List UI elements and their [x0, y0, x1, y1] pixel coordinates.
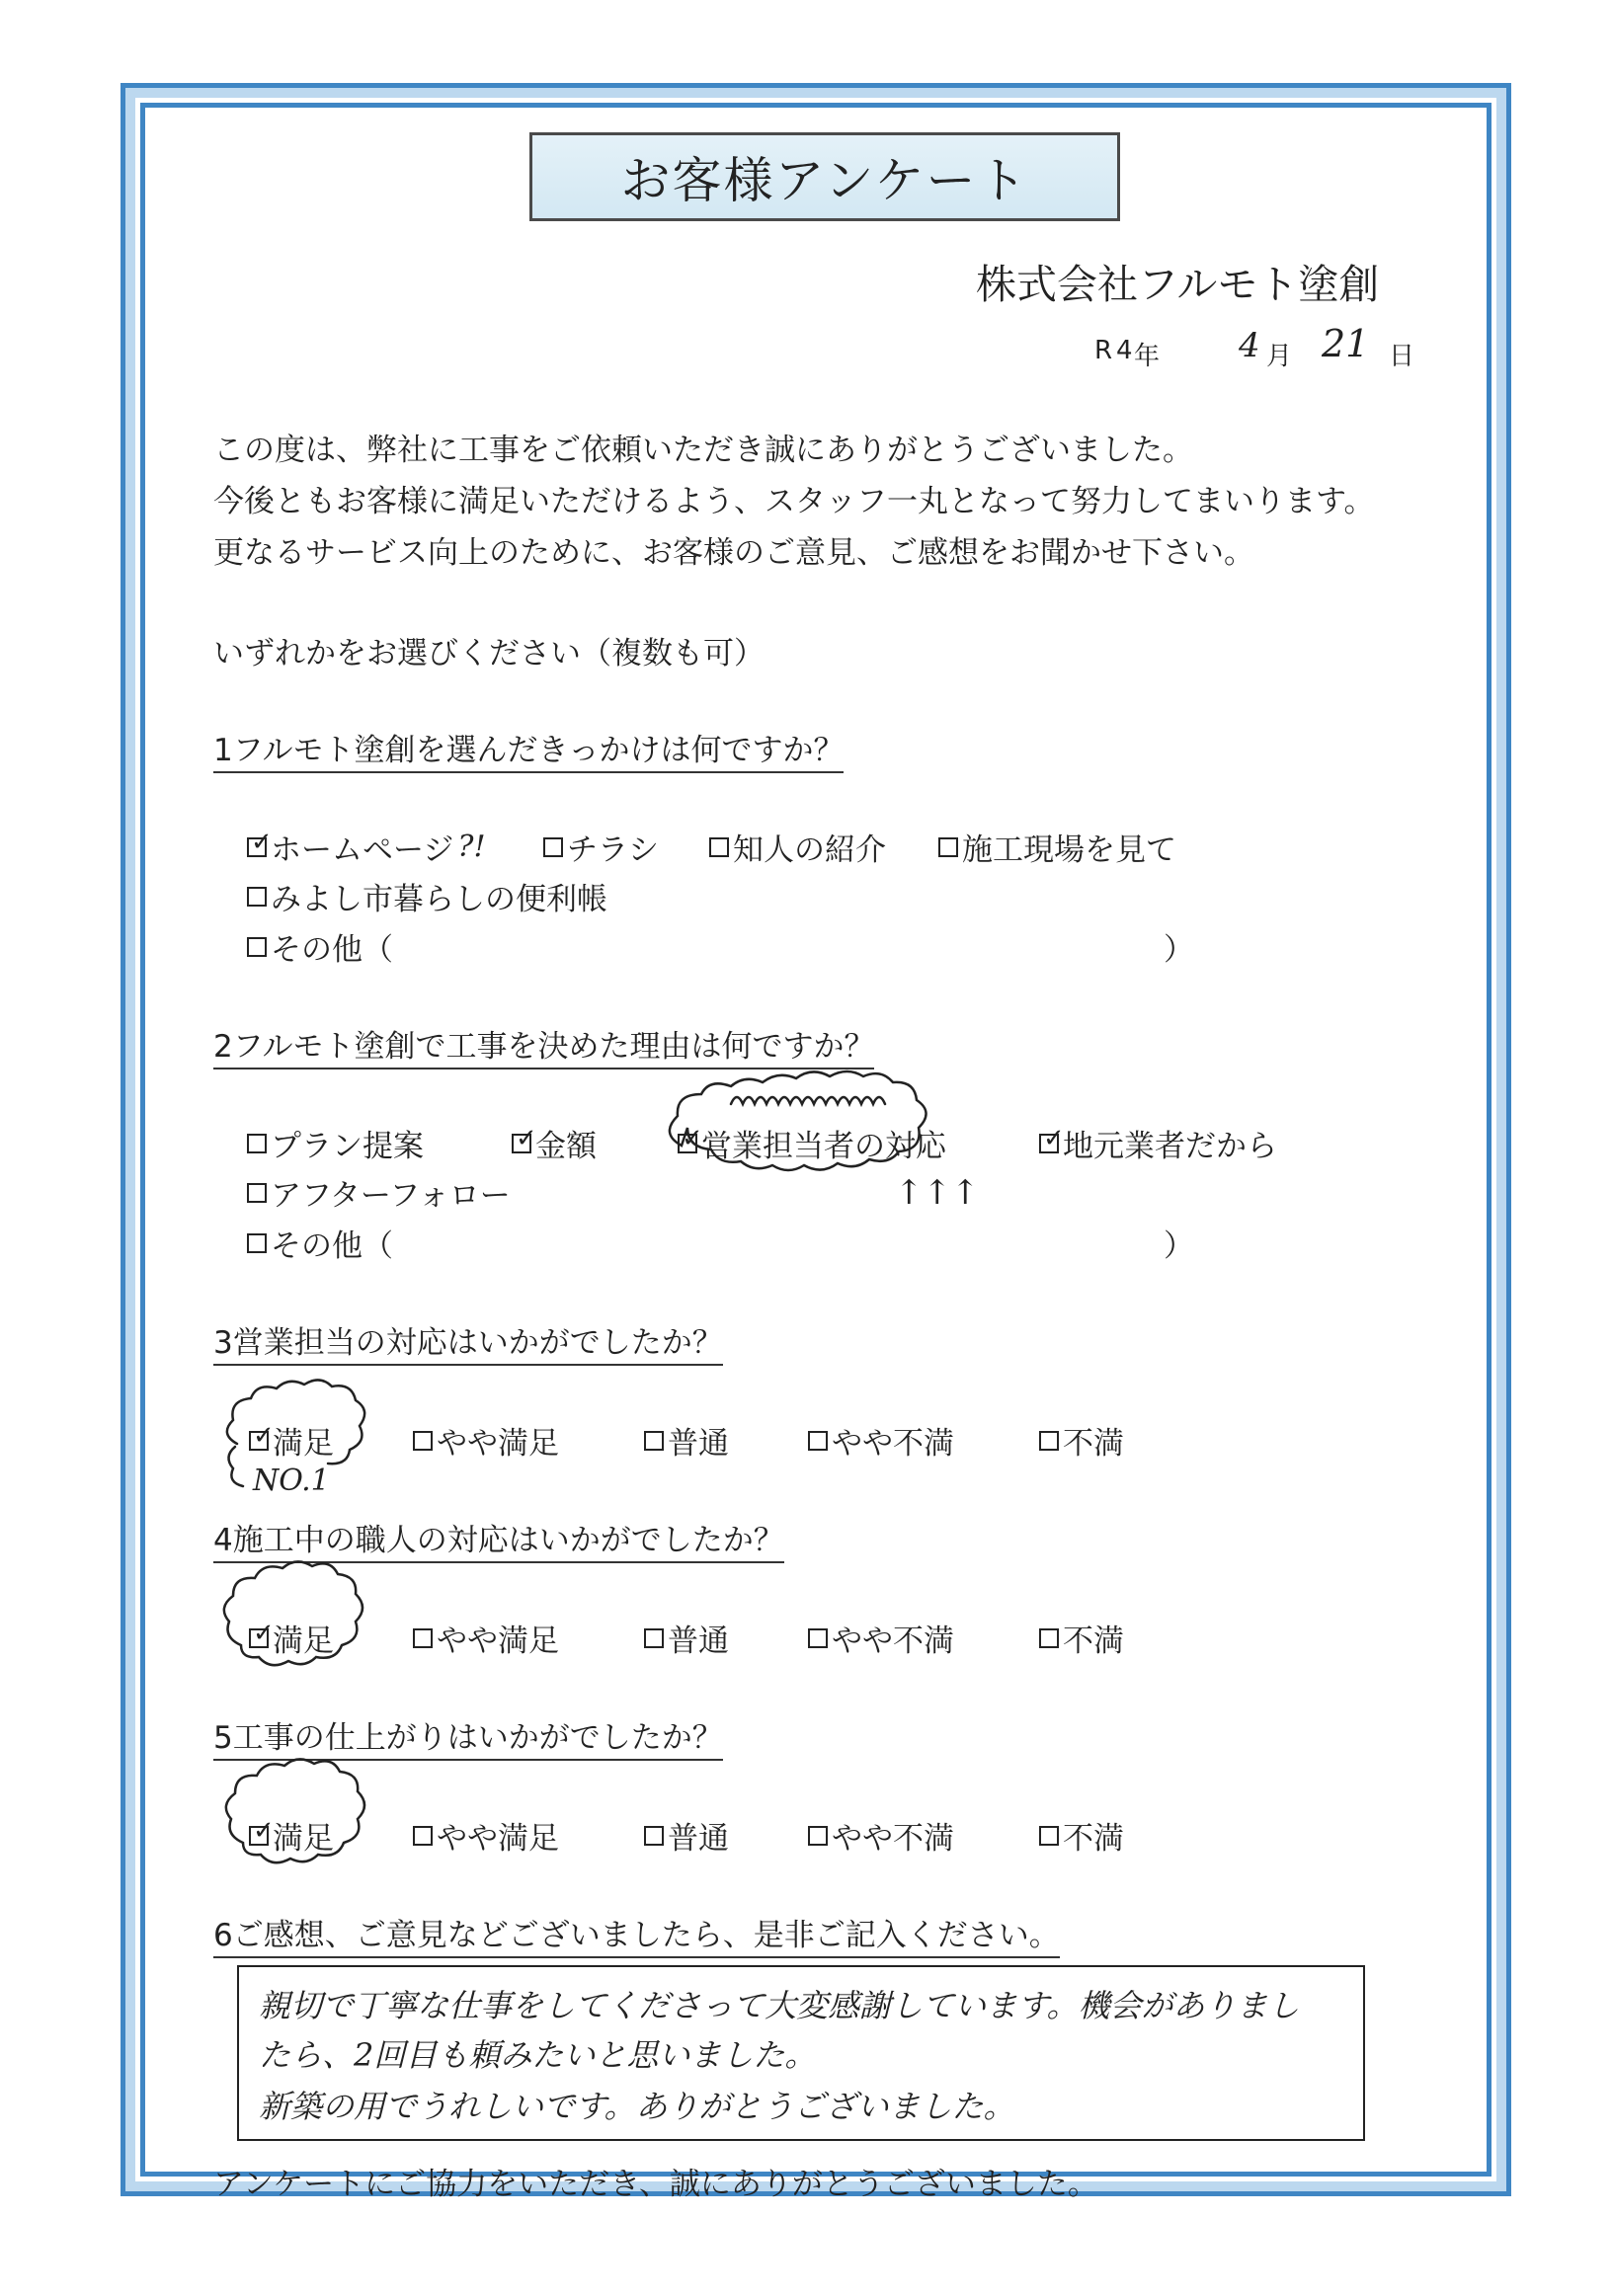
option-label: 不満: [1063, 1821, 1124, 1857]
check-mark-icon: ✓: [253, 1815, 275, 1846]
option-label: 金額: [535, 1129, 597, 1164]
q1-option-referral[interactable]: [709, 825, 886, 869]
check-mark-icon: ✓: [516, 1123, 537, 1153]
checkbox[interactable]: [644, 1628, 664, 1648]
q2-handwritten-arrows: ↑↑↑: [895, 1173, 980, 1213]
date-month-unit: 月: [1266, 342, 1293, 371]
checkbox[interactable]: [644, 1826, 664, 1846]
checkbox[interactable]: [249, 1815, 275, 1846]
q1-option-miyoshi-handbook[interactable]: [247, 874, 607, 918]
checkbox[interactable]: [808, 1431, 828, 1451]
option-label: 施工現場を見て: [962, 832, 1176, 868]
option-label: その他（: [271, 1228, 393, 1264]
q1-option-homepage[interactable]: [247, 825, 486, 869]
checkbox[interactable]: [1039, 1431, 1059, 1451]
intro-line-2: 今後ともお客様に満足いただけるよう、スタッフ一丸となって努力してまいります。: [213, 484, 1375, 519]
option-label: 不満: [1063, 1426, 1124, 1462]
q6-heading: 6ご感想、ご意見などございましたら、是非ご記入ください。: [213, 1910, 1060, 1958]
option-label: 普通: [668, 1426, 729, 1462]
q1-option-flyer[interactable]: [543, 825, 659, 869]
q5-option-dissatisfied[interactable]: [1039, 1813, 1124, 1858]
q3-handwritten-note: NO.1: [253, 1464, 330, 1498]
option-label: アフターフォロー: [271, 1178, 511, 1214]
checkbox[interactable]: [247, 1134, 267, 1153]
option-label: 普通: [668, 1821, 729, 1857]
option-label: やや不満: [832, 1821, 954, 1857]
date-day-unit: 日: [1389, 342, 1415, 371]
checkbox[interactable]: [249, 1618, 275, 1648]
q5-option-somewhat-satisfied[interactable]: [413, 1813, 559, 1858]
option-label: チラシ: [567, 832, 659, 868]
checkbox[interactable]: [938, 837, 958, 857]
option-label: 知人の紹介: [733, 832, 886, 868]
q2-heading: 2フルモト塗創で工事を決めた理由は何ですか？: [213, 1021, 874, 1069]
option-label: やや不満: [832, 1426, 954, 1462]
q2-option-local[interactable]: [1039, 1121, 1277, 1165]
q5-option-average[interactable]: [644, 1813, 729, 1858]
q5-heading: 5工事の仕上がりはいかがでしたか？: [213, 1712, 723, 1761]
option-label: 不満: [1063, 1623, 1124, 1659]
checkbox[interactable]: [247, 937, 267, 957]
option-label: やや満足: [437, 1821, 559, 1857]
option-label: 満足: [273, 1821, 334, 1857]
option-label: やや満足: [437, 1426, 559, 1462]
checkbox[interactable]: [709, 837, 729, 857]
date-era: R: [1094, 336, 1113, 365]
check-mark-icon: ✓: [682, 1123, 703, 1153]
checkbox[interactable]: [413, 1628, 433, 1648]
intro-line-1: この度は、弊社に工事をご依頼いただき誠にありがとうございました。: [213, 433, 1193, 468]
q2-option-price[interactable]: [512, 1121, 597, 1165]
q4-option-dissatisfied[interactable]: [1039, 1616, 1124, 1660]
q3-heading: 3営業担当の対応はいかがでしたか？: [213, 1317, 723, 1366]
q2-option-plan[interactable]: [247, 1121, 424, 1165]
comment-textarea[interactable]: [237, 1965, 1365, 2141]
checkbox[interactable]: [247, 1233, 267, 1253]
checkbox[interactable]: [247, 827, 273, 857]
page-title: お客様アンケート: [529, 132, 1120, 221]
q3-option-average[interactable]: [644, 1418, 729, 1463]
option-label: やや不満: [832, 1623, 954, 1659]
option-label: 満足: [273, 1426, 334, 1462]
check-mark-icon: ✓: [1043, 1123, 1065, 1153]
option-label: 営業担当者の対応: [701, 1129, 946, 1164]
q4-heading: 4施工中の職人の対応はいかがでしたか？: [213, 1515, 784, 1563]
checkbox[interactable]: [413, 1826, 433, 1846]
q4-option-somewhat-satisfied[interactable]: [413, 1616, 559, 1660]
checkbox[interactable]: [1039, 1628, 1059, 1648]
checkbox[interactable]: [413, 1431, 433, 1451]
intro-line-3: 更なるサービス向上のために、お客様のご意見、ご感想をお聞かせ下さい。: [213, 535, 1254, 571]
check-mark-icon: ✓: [253, 1618, 275, 1648]
date-year-unit: 年: [1134, 342, 1161, 371]
q2-option-other[interactable]: [247, 1221, 393, 1265]
check-mark-icon: ✓: [251, 827, 273, 857]
checkbox[interactable]: [543, 837, 563, 857]
q1-heading: 1フルモト塗創を選んだきっかけは何ですか？: [213, 725, 844, 773]
q4-option-somewhat-dissatisfied[interactable]: [808, 1616, 954, 1660]
q1-other-close-paren: ）: [1164, 932, 1194, 968]
option-label: みよし市暮らしの便利帳: [271, 882, 607, 917]
option-label: やや満足: [437, 1623, 559, 1659]
checkbox[interactable]: [247, 887, 267, 907]
q3-option-satisfied[interactable]: [249, 1418, 334, 1463]
option-label: 満足: [273, 1623, 334, 1659]
footer-thanks: アンケートにご協力をいただき、誠にありがとうございました。: [213, 2167, 1098, 2202]
comment-line-2: たら、2回目も頼みたいと思いました。: [259, 2036, 817, 2074]
checkbox[interactable]: [1039, 1123, 1065, 1153]
checkbox[interactable]: [644, 1431, 664, 1451]
checkbox[interactable]: [808, 1826, 828, 1846]
q3-option-dissatisfied[interactable]: [1039, 1418, 1124, 1463]
date-year: 4: [1116, 336, 1133, 365]
checkbox[interactable]: [512, 1123, 537, 1153]
q5-option-somewhat-dissatisfied[interactable]: [808, 1813, 954, 1858]
q1-option-site-visit[interactable]: [938, 825, 1176, 869]
q1-option-other[interactable]: [247, 924, 393, 969]
checkbox[interactable]: [249, 1420, 275, 1451]
q3-option-somewhat-dissatisfied[interactable]: [808, 1418, 954, 1463]
check-mark-icon: ✓: [253, 1420, 275, 1451]
comment-line-3: 新築の用でうれしいです。ありがとうございました。: [259, 2088, 1015, 2125]
q4-option-satisfied[interactable]: [249, 1616, 334, 1660]
company-name: 株式会社フルモト塗創: [976, 261, 1380, 308]
q5-option-satisfied[interactable]: [249, 1813, 334, 1858]
comment-line-1: 親切で丁寧な仕事をしてくださって大変感謝しています。機会がありまし: [259, 1987, 1300, 2024]
date-day-handwritten: 21: [1322, 322, 1370, 365]
option-label: ホームページ: [271, 832, 454, 868]
q3-option-somewhat-satisfied[interactable]: [413, 1418, 559, 1463]
q4-option-average[interactable]: [644, 1616, 729, 1660]
q1-handwritten-note: ?!: [457, 830, 486, 864]
checkbox[interactable]: [678, 1123, 703, 1153]
checkbox[interactable]: [1039, 1826, 1059, 1846]
option-label: 普通: [668, 1623, 729, 1659]
q2-option-after-follow[interactable]: [247, 1170, 511, 1215]
date-month-handwritten: 4: [1239, 326, 1260, 365]
checkbox[interactable]: [247, 1183, 267, 1203]
checkbox[interactable]: [808, 1628, 828, 1648]
q2-other-close-paren: ）: [1164, 1228, 1194, 1264]
option-label: 地元業者だから: [1063, 1129, 1277, 1164]
option-label: プラン提案: [271, 1129, 424, 1164]
option-label: その他（: [271, 932, 393, 968]
q2-option-sales-rep[interactable]: [678, 1121, 946, 1165]
instruction-text: いずれかをお選びください（複数も可）: [213, 636, 765, 672]
